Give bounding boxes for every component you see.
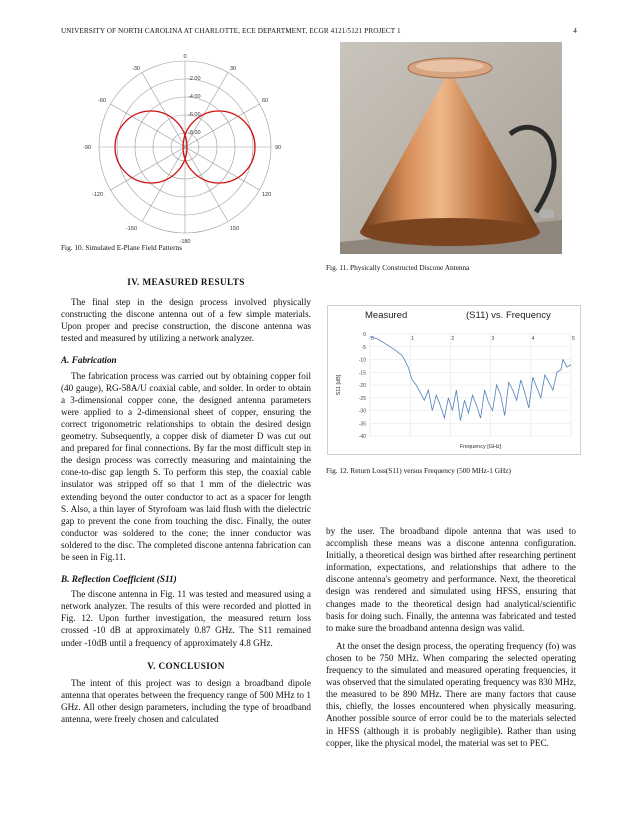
angle-label-120: 120 <box>262 192 272 198</box>
page-number: 4 <box>573 27 577 35</box>
y-tick-label: -15 <box>358 370 366 377</box>
y-tick-label: -25 <box>358 395 366 402</box>
angle-label-m150: -150 <box>126 226 138 232</box>
y-tick-label: -35 <box>358 421 366 428</box>
x-tick-label: 0 <box>371 336 374 342</box>
y-tick-label: -5 <box>361 344 366 351</box>
subsection-a-title: A. Fabrication <box>61 355 117 366</box>
angle-label-m60: -60 <box>98 98 106 104</box>
chart-title-right: (S11) vs. Frequency <box>466 310 551 321</box>
x-tick-label: 3 <box>491 336 495 342</box>
chart-title-left: Measured <box>365 310 408 321</box>
y-tick-label: -30 <box>358 408 366 415</box>
paragraph: At the onset the design process, the operating frequency (fo) was chosen to be 750 MHz. When comparing the selected operating frequency to the simulated and measured operating frequencies, it was observed that the simulated operating frequency was 830 MHz, the measured to be 890 MHz. There are many factors that cause this, chiefly, the losses encountered when physically measuring. Another possible source of error could be to the materials selected in HFSS (although it is probably negligible). Rather than using copper, like the physical model, the material was set to PEC. <box>326 640 576 748</box>
angle-label-180: -180 <box>179 239 191 245</box>
x-axis-label: Frequency [GHz] <box>459 444 502 450</box>
y-tick-label: -20 <box>358 383 366 389</box>
angle-label-30: 30 <box>230 66 237 72</box>
fig10-caption: Fig. 10. Simulated E-Plane Field Patterns <box>61 243 182 252</box>
section-v-title: V. CONCLUSION <box>147 660 225 671</box>
fig11-caption: Fig. 11. Physically Constructed Discone Antenna <box>326 263 470 272</box>
y-tick-label: 0 <box>363 332 366 338</box>
paragraph: The final step in the design process involved physically constructing the discone antenna out of a few simple materials. Upon proper and precise construction, the discone antenna was tested and measured by utilizing a network analyzer. <box>61 297 311 344</box>
y-axis-label: S11 [dB] <box>336 374 342 396</box>
angle-label-90: 90 <box>275 145 282 151</box>
paragraph: The fabrication process was carried out by obtaining copper foil (40 gauge), RG-58A/U coaxial cable, and solder. In order to obtain a 3-dimensional copper cone, the designed antenna parameters were applied to a 2-dimensional sheet of copper, ensuring the correct trigonometric relationships to obtain the desired design geometry. Subsequently, a copper disk of diameter D was cut out and prepared for final connections. By far the most difficult step in the design process was correctly measuring and maintaining the cone-to-disc gap length S. To perform this step, the coaxial cable insulator was stripped off so that 1 mm of the dielectric was extending beyond the outer conductor to act as a spacer for length S. Also, a thin layer of Styrofoam was laid flush with the dielectric gap to prevent the cone from touching the disc. Finally, the outer conductor was soldered to the cone; the inner conductor was soldered to the disc. The completed discone antenna fabrication can be seen in Fig.11. <box>61 370 311 562</box>
angle-label-0: 0 <box>183 54 187 60</box>
x-tick-label: 2 <box>451 336 455 342</box>
subsection-b-title: B. Reflection Coefficient (S11) <box>61 574 177 585</box>
radial-label: -4.00 <box>188 94 201 100</box>
x-tick-label: 5 <box>572 336 575 342</box>
x-tick-label: 1 <box>411 336 414 342</box>
radial-label: -6.00 <box>188 112 201 118</box>
angle-label-m90: -90 <box>83 145 91 151</box>
cable-connector <box>540 210 554 218</box>
paragraph: The intent of this project was to design a broadband dipole antenna that operates between the frequency range of 500 MHz to 1 GHz. All other design parameters, including the type of broadband antenna, were freely chosen and calculated <box>61 677 311 724</box>
section-iv-title: IV. MEASURED RESULTS <box>127 277 245 287</box>
angle-label-60: 60 <box>262 98 269 104</box>
angle-label-m120: -120 <box>92 192 104 198</box>
y-tick-label: -10 <box>358 357 366 364</box>
angle-label-150: 150 <box>230 226 240 232</box>
header-title: UNIVERSITY OF NORTH CAROLINA AT CHARLOTTE, ECE DEPARTMENT, ECGR 4121/5121 PROJECT 1 <box>61 27 401 35</box>
running-header <box>61 27 577 35</box>
fig12-caption: Fig. 12. Return Loss(S11) versus Frequency (500 MHz-1 GHz) <box>326 466 511 475</box>
fig10-polar-plot <box>80 50 290 245</box>
s11-series-line <box>370 337 571 421</box>
radial-label: -8.00 <box>188 130 201 136</box>
radial-label: -2.00 <box>188 76 201 82</box>
y-tick-label: -40 <box>358 434 366 440</box>
paragraph: The discone antenna in Fig. 11 was tested and measured using a network analyzer. The results of this were recorded and plotted in Fig. 12. Upon further investigation, the measured return loss crossed -10 dB at approximately 0.87 GHz. The S11 remained under -10dB until a frequency of approximately 4.8 GHz. <box>61 589 311 648</box>
x-tick-label: 4 <box>531 336 535 342</box>
right-column <box>326 525 576 749</box>
s11-chart-svg <box>328 306 580 454</box>
left-column <box>61 276 311 725</box>
fig12-chart-frame <box>327 305 581 455</box>
paragraph: by the user. The broadband dipole antenna that was used to accomplish these means was a discone antenna configuration. Initially, a theoretical design was birthed after researching pertinent information, expectations, and relationships that adhere to the discone antenna's geometry and performance. Next, the theoretical design was rendered and simulated using HFSS, ensuring that changes made to the theoretical design had analytical/scientific basis for doing such. Finally, the antenna was fabricated and tested to make sure the broadband antenna design was valid. <box>326 526 576 633</box>
angle-label-m30: -30 <box>132 66 140 72</box>
fig11-antenna-photo <box>340 42 562 254</box>
